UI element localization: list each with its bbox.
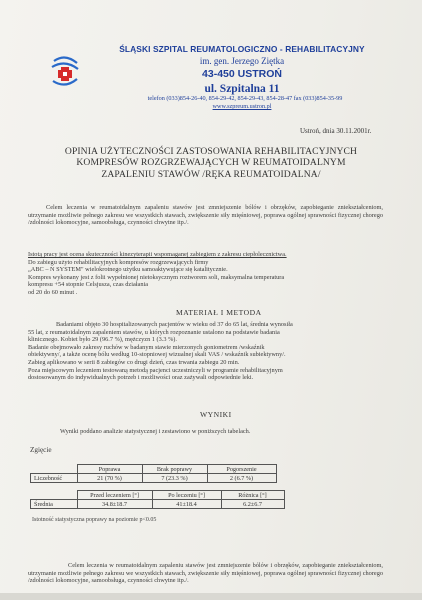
method-line: dostosowanym do indywidualnych potrzeb i możliwości oraz zażywali odpowiednie leki. <box>28 374 254 382</box>
method-line: Poza mięjscowym leczeniem testowaną metodą pacjenci uczestniczyli w programie rehabilitacyjnym <box>28 366 283 374</box>
results-subheading: Zgięcie <box>30 446 52 454</box>
table-header-cell: Po leczeniu [°] <box>152 491 221 500</box>
title-line-1: OPINIA UŻYTECZNOŚCI ZASTOSOWANIA REHABILITACYJNYCH <box>64 146 358 157</box>
results-table-counts <box>30 464 277 483</box>
method-line: 55 lat, z reumatoidalnym zapaleniem stawów, u których rozpoznanie ustalono na podstawie badania <box>28 328 280 336</box>
results-intro: Wyniki poddano analizie statystycznej i zestawiono w poniższych tabelach. <box>60 428 251 435</box>
method-text <box>28 321 390 382</box>
intro-line: od 20 do 60 minut . <box>28 288 78 296</box>
hospital-postal-city: 43-450 USTROŃ <box>202 68 282 80</box>
method-line: klinicznego. Kobiet było 29 (96.7 %), mężczyzn 1 (3.3 %). <box>28 336 177 344</box>
hospital-name: ŚLĄSKI SZPITAL REUMATOLOGICZNO - REHABILITACYJNY <box>119 44 365 54</box>
table-cell: 34.8±18.7 <box>77 500 152 509</box>
table-header-cell: Różnica [°] <box>221 491 284 500</box>
page-bottom-edge <box>0 593 422 600</box>
hospital-website-link[interactable]: www.szpreum.ustron.pl <box>212 103 272 110</box>
document-date: Ustroń, dnia 30.11.2001r. <box>300 127 372 135</box>
table-header-cell: Poprawa <box>77 465 142 474</box>
intro-line: Kompres wykonany jest z folii wypełnionej nietoksycznym roztworem soli, maksymalna temperatura <box>28 273 285 281</box>
table-header-row <box>31 465 277 474</box>
section-heading-method: MATERIAŁ I METODA <box>176 308 262 317</box>
table-row <box>31 500 285 509</box>
table-header-cell: Przed leczeniem [°] <box>77 491 152 500</box>
intro-line: Do zabiegu użyto rehabilitacyjnych kompresów rozgrzewających firmy <box>28 258 209 266</box>
table-row-label: Średnia <box>31 500 78 509</box>
table-cell: 7 (23.3 %) <box>142 474 207 483</box>
table-cell <box>31 491 78 500</box>
table-cell: 41±18.4 <box>152 500 221 509</box>
section-heading-results: WYNIKI <box>200 410 232 419</box>
document-title <box>30 146 392 180</box>
method-line: Badanie obejmowało zakresy ruchów w badanym stawie mierzonych goniometrem /wskaźnik <box>28 343 265 351</box>
hospital-contacts: telefon (033)854-26-40, 854-29-42, 854-29-43, 854-28-47 fax (033)854-35-99 <box>147 95 343 102</box>
intro-line: kompresu +54 stopnie Celsjusza, czas działania <box>28 281 149 289</box>
intro-line: „ABC – N SYSTEM" wielokrotnego użytku samoaktywujące się katalitycznie. <box>28 266 228 274</box>
table-header-cell: Brak poprawy <box>142 465 207 474</box>
title-line-3: ZAPALENIU STAWÓW /RĘKA REUMATOIDALNA/ <box>101 168 321 180</box>
method-line: Zabieg aplikowano w serii 8 zabiegów co drugi dzień, czas trwania zabiegu 20 min. <box>28 358 240 366</box>
statistical-significance-note: Istotność statystyczna poprawy na poziomie p<0.05 <box>32 517 157 523</box>
intro-details <box>28 251 383 297</box>
table-cell <box>31 465 78 474</box>
intro-paragraph: Celem leczenia w reumatoidalnym zapaleniu stawów jest zmniejszenie bólów i obrzęków, zapobieganie zniekształceniom, utrzymanie możliwie pełnego zakresu we wszystkich stawach, zwiększenie siły mięśniowej, poprawa ogólnej sprawności fizycznej chorego /zdolności lokomocyjne, samoobsługa, czynności chwytne itp./. <box>28 204 383 227</box>
table-cell: 6.2±6.7 <box>221 500 284 509</box>
title-line-2: KOMPRESÓW ROZGRZEWAJĄCYCH W REUMATOIDALNYM <box>76 157 346 169</box>
hospital-street: ul. Szpitalna 11 <box>204 83 280 95</box>
intro-line: Istotą pracy jest ocena skuteczności kinezyterapii wspomaganej zabiegiem z zakresu ciepłolecznictwa. <box>28 251 287 258</box>
table-cell: 21 (70 %) <box>77 474 142 483</box>
closing-paragraph: Celem leczenia w reumatoidalnym zapaleniu stawów jest zmniejszenie bólów i obrzęków, zapobieganie zniekształceniom, utrzymanie możliwie pełnego zakresu we wszystkich stawach, zwiększenie siły mięśniowej, poprawa ogólnej sprawności fizycznej chorego /zdolności lokomocyjne, samoobsługa, czynności chwytne itp./. <box>28 562 383 585</box>
table-header-row <box>31 491 285 500</box>
method-line: obiektywny/, a także ocenę bólu według 10-stopniowej wizualnej skali VAS / wskaźnik subiektywny/. <box>28 351 286 359</box>
method-line: Badaniami objęto 30 hospitalizowanych pacjentów w wieku od 37 do 65 lat, średnia wynosiła <box>56 321 293 328</box>
table-row <box>31 474 277 483</box>
table-row-label: Liczebność <box>31 474 78 483</box>
results-table-means <box>30 490 285 509</box>
table-header-cell: Pogorszenie <box>207 465 276 474</box>
table-cell: 2 (6.7 %) <box>207 474 276 483</box>
hospital-patron: im. gen. Jerzego Ziętka <box>199 56 285 66</box>
hospital-logo-icon <box>50 55 80 89</box>
